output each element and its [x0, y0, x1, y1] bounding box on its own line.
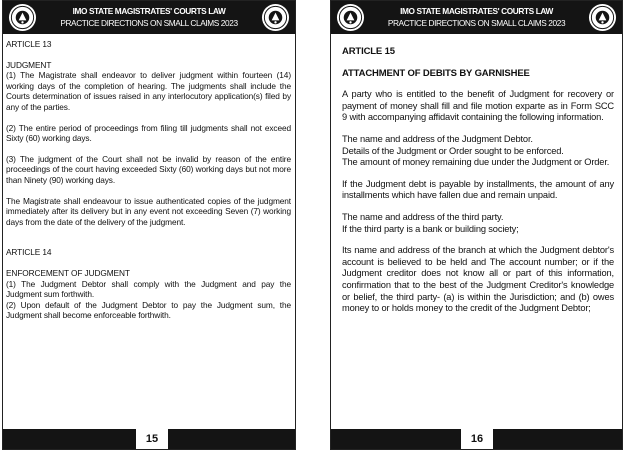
- header-subtitle: PRACTICE DIRECTIONS ON SMALL CLAIMS 2023: [60, 18, 238, 28]
- paragraph: A party who is entitled to the benefit of Judgment for recovery or payment of money shall fill and file motion exparte as in Form SCC 9 with accompanying affidavit containing the following information.: [342, 89, 614, 123]
- paragraph: (2) The entire period of proceedings from filing till judgments shall not exceed Sixty (60) working days.: [6, 122, 291, 144]
- page-content: [342, 46, 614, 315]
- article-heading: ATTACHMENT OF DEBITS BY GARNISHEE: [342, 67, 530, 79]
- paragraph: (3) The judgment of the Court shall not be invalid by reason of the entire proceedings of the court having exceeded Sixty (60) working days but not more than Ninety (90) working days.: [6, 153, 291, 185]
- page-number: 16: [461, 429, 493, 449]
- page-footer: [3, 429, 295, 449]
- article-label: ARTICLE 15: [342, 46, 395, 57]
- header-title: IMO STATE MAGISTRATES' COURTS LAW: [400, 6, 553, 16]
- page-16: [330, 0, 623, 450]
- page-header: [331, 1, 622, 34]
- paragraph: If the third party is a bank or building society;: [342, 223, 519, 234]
- paragraph: (2) Upon default of the Judgment Debtor to pay the Judgment sum, the Judgment shall become enforceable forthwith.: [6, 299, 291, 321]
- article-label: ARTICLE 14: [6, 247, 52, 258]
- paragraph: (1) The Magistrate shall endeavor to deliver judgment within fourteen (14) working days of the completion of hearing. The judgments shall include the Courts determination of issues raised in any interlocutory application(s) filed by any of the parties.: [6, 70, 291, 112]
- paragraph: Details of the Judgment or Order sought to be enforced.: [342, 145, 564, 156]
- paragraph: (1) The Judgment Debtor shall comply with the Judgment and pay the Judgment sum forthwith.: [6, 278, 291, 300]
- paragraph: The name and address of the Judgment Debtor.: [342, 133, 533, 144]
- court-seal-icon: [261, 3, 290, 32]
- page-15: [2, 0, 296, 450]
- header-title: IMO STATE MAGISTRATES' COURTS LAW: [72, 6, 226, 16]
- page-number: 15: [136, 429, 168, 449]
- article-label: ARTICLE 13: [6, 39, 52, 49]
- paragraph: The Magistrate shall endeavour to issue authenticated copies of the judgment immediately after its delivery but in any event not exceeding Seven (7) working days from the date of the delivery of the judgment.: [6, 195, 291, 227]
- article-heading: ENFORCEMENT OF JUDGMENT: [6, 267, 130, 278]
- paragraph: The amount of money remaining due under the Judgment or Order.: [342, 157, 610, 168]
- page-content: [6, 39, 291, 321]
- paragraph: If the Judgment debt is payable by installments, the amount of any installments which have fallen due and remain unpaid.: [342, 178, 614, 201]
- article-heading: JUDGMENT: [6, 59, 52, 70]
- page-footer: [331, 429, 622, 449]
- header-subtitle: PRACTICE DIRECTIONS ON SMALL CLAIMS 2023: [387, 18, 566, 28]
- court-seal-icon: [8, 3, 37, 32]
- paragraph: The name and address of the third party.: [342, 211, 504, 222]
- court-seal-icon: [336, 3, 365, 32]
- paragraph: Its name and address of the branch at which the Judgment debtor's account is believed to be held and The account number; or if the Judgment creditor does not know all or part of this information, confirmation that to the best of the Judgment Creditor's knowledge or belief, the third party- (a) is within the Jurisdiction; and (b) owes money to or holds money to the credit of the Judgment Debtor;: [342, 245, 614, 314]
- page-header: [3, 1, 295, 34]
- court-seal-icon: [588, 3, 617, 32]
